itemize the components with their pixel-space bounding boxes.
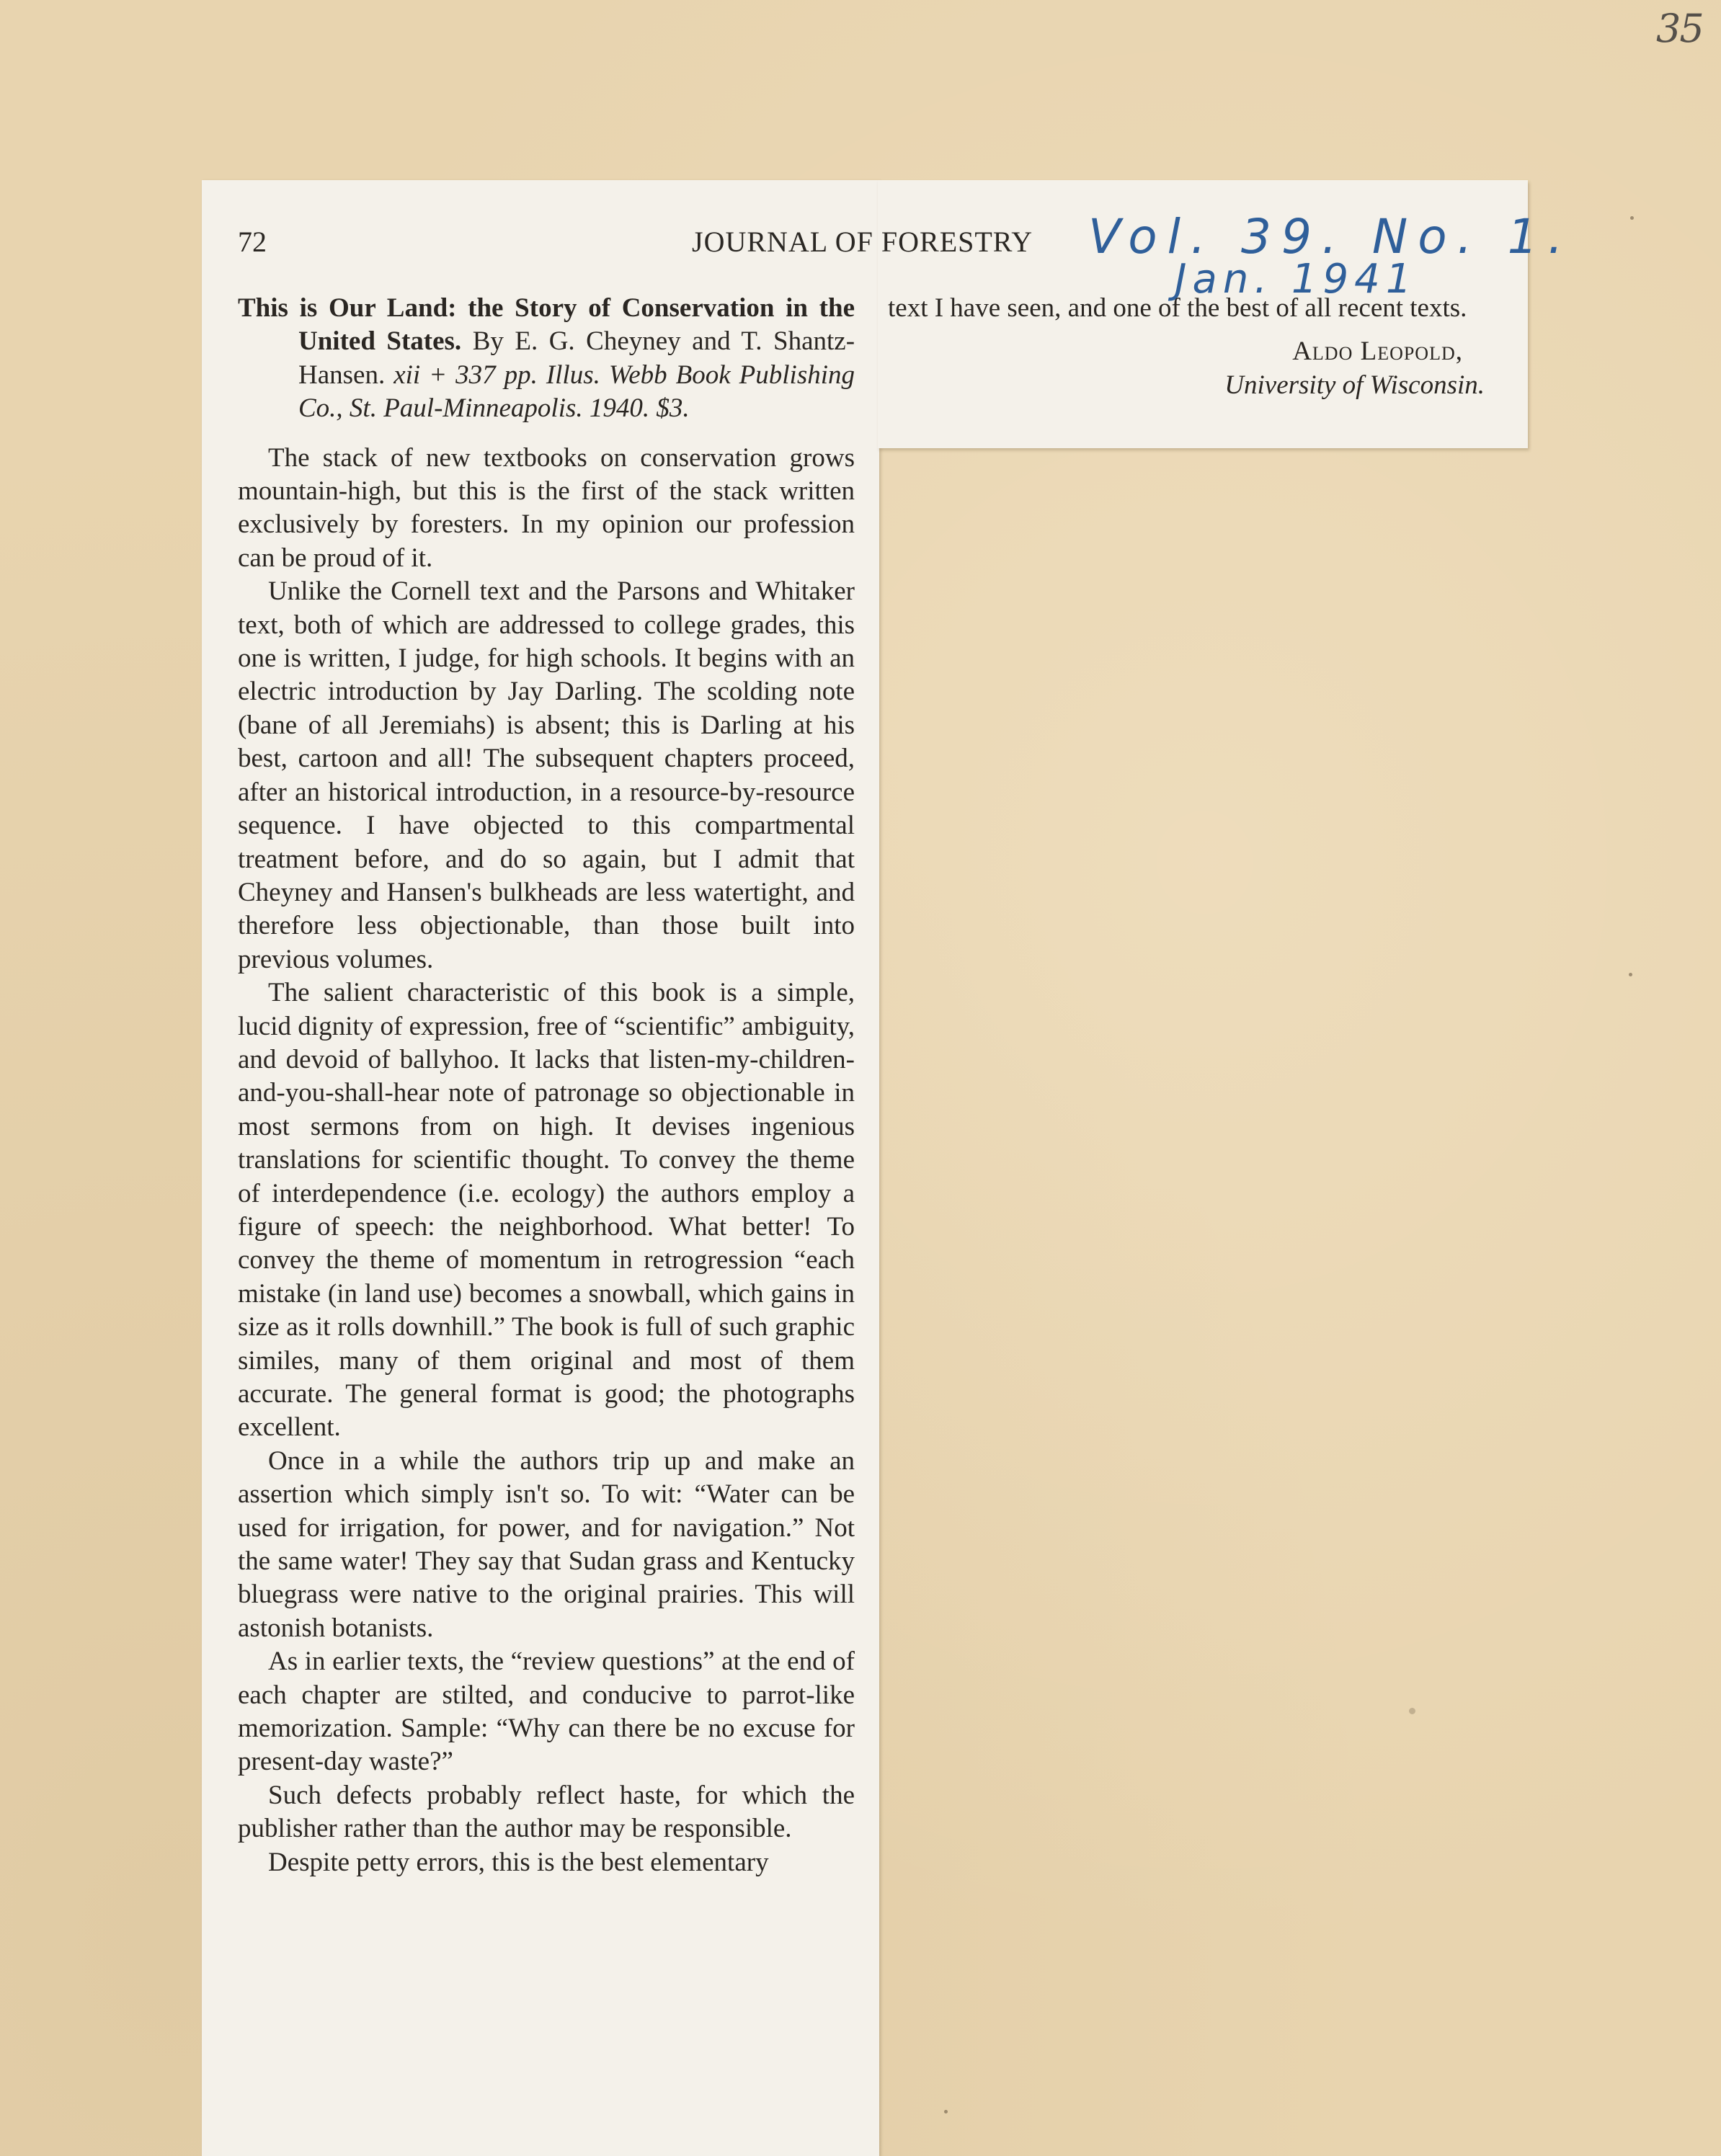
journal-page-number: 72: [238, 226, 267, 258]
review-paragraph: Unlike the Cornell text and the Parsons and Whitaker text, both of which are addressed to college grades, this one is written, I judge, for high schools. It begins with an electric introduction by Jay Darling. The scolding note (bane of all Jeremiahs) is absent; this is Darling at his best, cartoon and all! The subsequent chapters proceed, after an historical introduction, in a resource-by-resource sequence. I have objected to this compartmental treatment before, and do so again, but I admit that Cheyney and Hansen's bulkheads are less watertight, and therefore less objectionable, than those built into previous volumes.: [238, 576, 855, 974]
review-paragraph: The salient characteristic of this book is a simple, lucid dignity of expression, free of “scientific” ambiguity, and devoid of ballyhoo. It lacks that listen-my-children-and-you-shall-hear note of patronage so objectionable in most sermons from on high. It devises ingenious translations for scientific thought. To convey the theme of interdependence (i.e. ecology) the authors employ a figure of speech: the neighborhood. What better! To convey the theme of momentum in retrogression “each mistake (in land use) becomes a snowball, which gains in size as it rolls downhill.” The book is full of such graphic similes, many of them original and most of them accurate. The general format is good; the photographs excellent.: [238, 978, 855, 1443]
paper-speck: [944, 2110, 948, 2113]
review-paragraph: The stack of new textbooks on conservation grows mountain-high, but this is the first of the stack written exclusively by foresters. In my opinion our profession can be proud of it.: [238, 442, 855, 573]
review-right-column: [888, 292, 1499, 402]
book-publication: xii + 337 pp. Illus. Webb Book Publishing Co., St. Paul-Minneapolis. 1940. $3.: [298, 360, 855, 424]
review-paragraph: Such defects probably reflect haste, for which the publisher rather than the author may be responsible.: [238, 1780, 855, 1844]
paper-speck: [1629, 973, 1632, 976]
review-paragraph: As in earlier texts, the “review questions” at the end of each chapter are stilted, and conducive to parrot-like memorization. Sample: “Why can there be no excuse for present-day waste?”: [238, 1647, 855, 1777]
paper-speck: [1409, 1708, 1415, 1714]
review-continuation: text I have seen, and one of the best of all recent texts.: [888, 293, 1467, 323]
review-paragraph: Despite petty errors, this is the best elementary: [268, 1847, 769, 1877]
reviewer-affiliation: University of Wisconsin.: [1224, 370, 1485, 400]
bibliographic-entry: [238, 292, 855, 426]
handwritten-volume-note: Vol. 39. No. 1.: [1088, 209, 1573, 264]
handwritten-date-note: Jan. 1941: [1175, 256, 1418, 303]
review-left-column: [238, 292, 855, 1879]
journal-title: JOURNAL OF FORESTRY: [692, 226, 1033, 258]
handwritten-page-number: 35: [1656, 6, 1703, 51]
paper-speck: [1630, 216, 1634, 220]
reviewer-name: Aldo Leopold,: [1292, 337, 1463, 367]
book-authors: By E. G. Cheyney and T. Shantz-Hansen.: [298, 326, 855, 390]
book-title: This is Our Land: the Story of Conservation in the United States.: [238, 293, 855, 357]
review-paragraph: Once in a while the authors trip up and make an assertion which simply isn't so. To wit: “Water can be used for irrigation, for power, and for navigation.” Not the same water! They say that Sudan grass and Kentucky bluegrass were native to the original prairies. This will astonish botanists.: [238, 1446, 855, 1643]
